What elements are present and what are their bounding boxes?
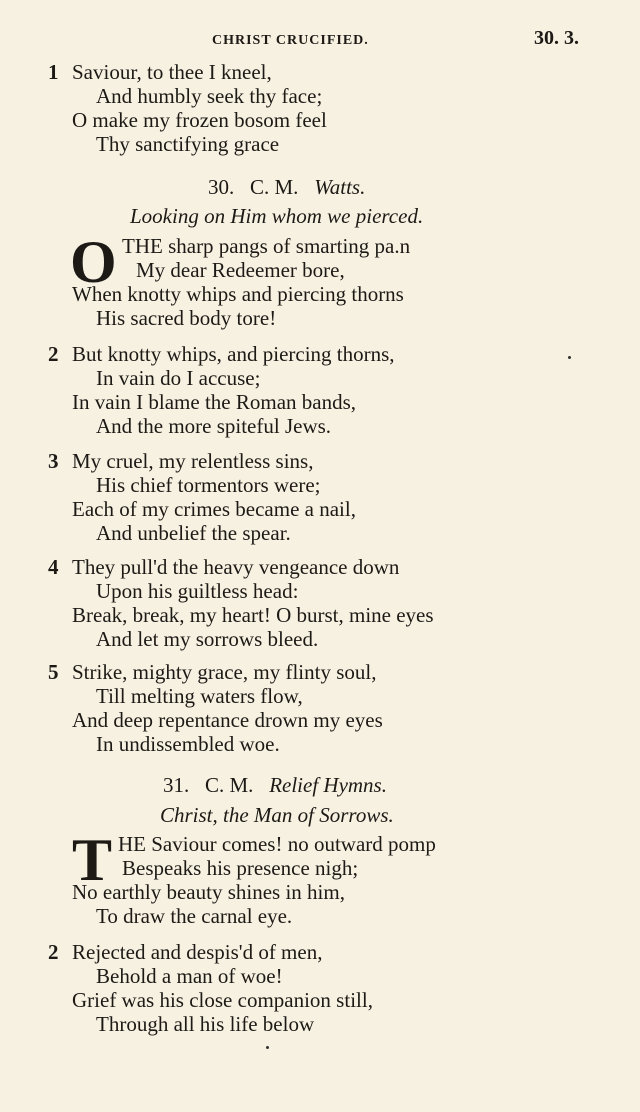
verse-line: But knotty whips, and piercing thorns, [72,342,395,366]
verse-line: They pull'd the heavy vengeance down [72,555,400,579]
verse-line: Upon his guiltless head: [96,579,299,603]
drop-cap: O [70,229,117,295]
verse-line: My cruel, my relentless sins, [72,449,314,473]
verse-line: And unbelief the spear. [96,521,291,545]
verse-line: Till melting waters flow, [96,684,303,708]
stanza-number: 2 [48,342,59,366]
verse-line: Thy sanctifying grace [96,132,280,156]
verse-line: Strike, mighty grace, my flinty soul, [72,660,377,684]
hymn-author: Relief Hymns. [269,773,387,797]
verse-line: When knotty whips and piercing thorns [72,282,404,306]
verse-line: THE sharp pangs of smarting pa.n [122,234,411,258]
verse-line: In vain I blame the Roman bands, [72,390,357,414]
stanza-number: 4 [48,555,59,579]
hymn-heading [208,175,365,199]
verse-line: His sacred body tore! [96,306,277,330]
hymn-number: 31. [163,773,190,797]
verse-line: My dear Redeemer bore, [136,258,345,282]
verse-line: Rejected and despis'd of men, [72,940,323,964]
verse-line: Each of my crimes became a nail, [72,497,356,521]
verse-line: And the more spiteful Jews. [96,414,332,438]
hymn-subtitle: Christ, the Man of Sorrows. [160,803,394,827]
verse-line: In undissembled woe. [96,732,280,756]
ink-speck [568,356,571,359]
verse-line: Bespeaks his presence nigh; [122,856,359,880]
stanza-number: 2 [48,940,59,964]
verse-line: Saviour, to thee I kneel, [72,60,272,84]
verse-line: O make my frozen bosom feel [72,108,327,132]
verse-line: Grief was his close companion still, [72,988,373,1012]
hymn-number: 30. [208,175,235,199]
verse-line: And deep repentance drown my eyes [72,708,383,732]
verse-line: Through all his life below [96,1012,315,1036]
stanza-number: 5 [48,660,59,684]
hymn-heading [163,773,387,797]
verse-line: And humbly seek thy face; [96,84,323,108]
stanza-number: 1 [48,60,59,84]
verse-line: Break, break, my heart! O burst, mine eyes [72,603,434,627]
page-number: 30. 3. [534,27,579,49]
ink-speck [266,1046,269,1049]
hymn-meter: C. M. [250,175,299,199]
stanza-number: 3 [48,449,59,473]
hymn-meter: C. M. [205,773,254,797]
verse-line: In vain do I accuse; [96,366,261,390]
verse-line: And let my sorrows bleed. [96,627,319,651]
hymn-subtitle: Looking on Him whom we pierced. [130,204,424,228]
verse-line: No earthly beauty shines in him, [72,880,345,904]
verse-line: HE Saviour comes! no outward pomp [118,832,436,856]
verse-line: His chief tormentors were; [96,473,321,497]
verse-line: Behold a man of woe! [96,964,283,988]
verse-line: To draw the carnal eye. [96,904,293,928]
running-head: CHRIST CRUCIFIED. [212,33,369,48]
drop-cap: T [72,827,113,893]
hymn-author: Watts. [314,175,366,199]
